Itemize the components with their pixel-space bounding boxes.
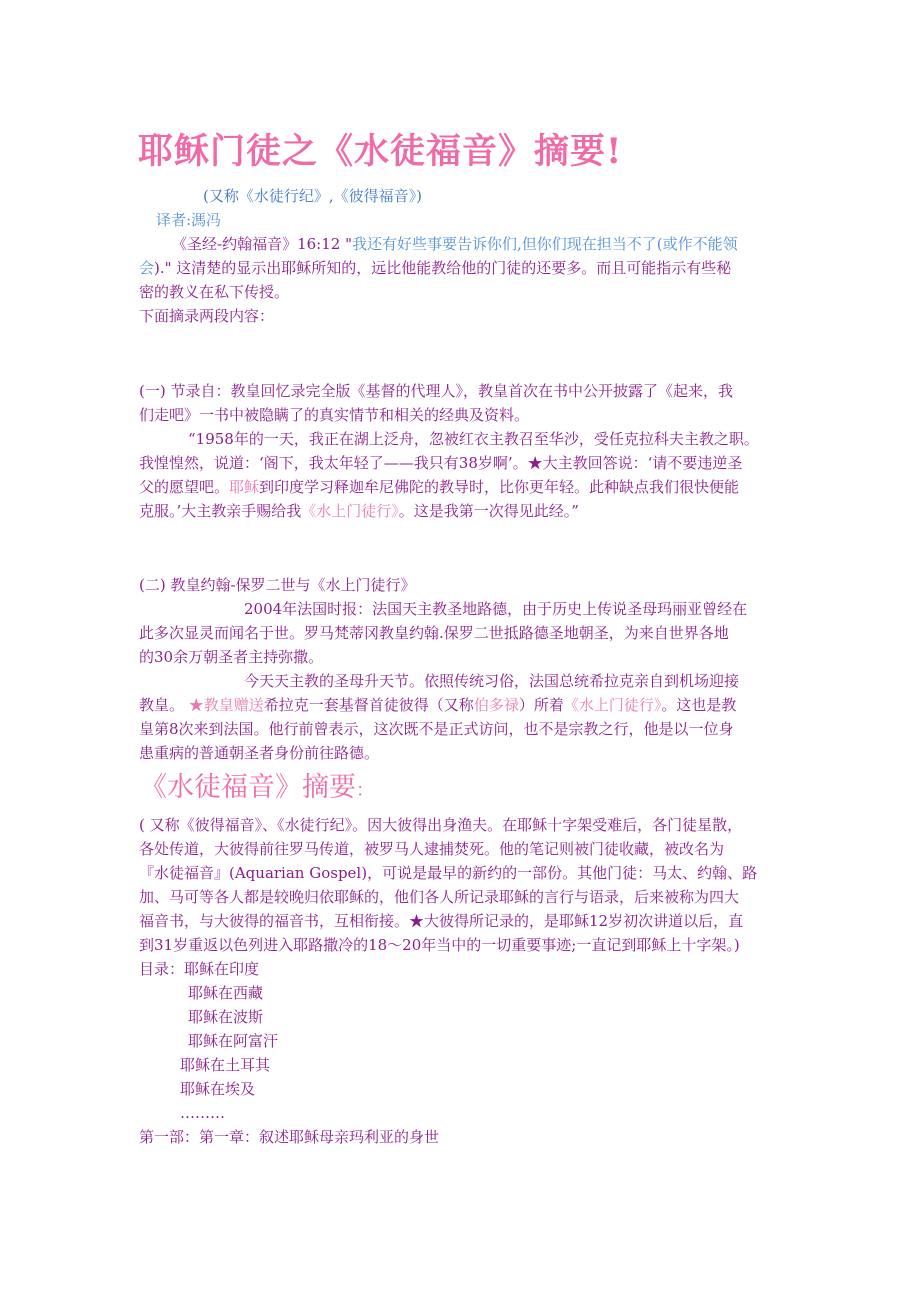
subtitle: (又称《水徒行纪》,《彼得福音》): [203, 187, 422, 205]
section1-line-5: 父的愿望吧。耶稣到印度学习释迦牟尼佛陀的教导时，比你更年轻。此种缺点我们很快便能: [139, 478, 740, 496]
summary-line-5: 福音书，与大彼得的福音书，互相衔接。★大彼得所记录的，是耶稣12岁初次讲道以后，直: [139, 912, 744, 930]
summary-heading: 《水徒福音》摘要：: [140, 772, 374, 803]
toc-item: 耶稣在阿富汗: [188, 1032, 279, 1050]
summary-line-6: 到31岁重返以色列进入耶路撒冷的18～20年当中的一切重要事迹;一直记到耶稣上十字架。): [139, 936, 740, 954]
page-title: 耶稣门徒之《水徒福音》摘要!: [138, 131, 623, 172]
intro-line-1: 《圣经-约翰福音》16:12 "我还有好些事要告诉你们,但你们现在担当不了(或作不能领: [172, 235, 738, 253]
section2-line-3: 此多次显灵而闻名于世。罗马梵蒂冈教皇约翰.保罗二世抵路德圣地朝圣，为来自世界各地: [139, 624, 729, 642]
section2-line-2: 2004年法国时报：法国天主教圣地路德，由于历史上传说圣母玛丽亚曾经在: [244, 600, 748, 618]
summary-line-3: 『水徒福音』(Aquarian Gospel)，可说是最早的新约的一部份。其他门徒：马太、约翰、路: [139, 864, 758, 882]
section2-line-4: 的30余万朝圣者主持弥撒。: [139, 648, 324, 666]
toc-item: 耶稣在埃及: [180, 1080, 256, 1098]
section1-line-6: 克服。’大主教亲手赐给我《水上门徒行》。这是我第一次得见此经。”: [139, 502, 579, 520]
intro-line-4: 下面摘录两段内容：: [139, 307, 275, 325]
toc-line-1: [139, 957, 259, 981]
section2-line-8: 患重病的普通朝圣者身份前往路德。: [139, 744, 380, 762]
toc-ellipsis: ………: [180, 1104, 225, 1122]
summary-line-4: 加、马可等各人都是较晚归依耶稣的，他们各人所记录耶稣的言行与语录，后来被称为四大: [139, 888, 740, 906]
section1-line-4: 我惶惶然，说道：‘阁下，我太年轻了——我只有38岁啊’。★大主教回答说：‘请不要违逆圣: [139, 454, 743, 472]
section2-line-5: 今天天主教的圣母升天节。依照传统习俗，法国总统希拉克亲自到机场迎接: [244, 672, 740, 690]
toc-item: 耶稣在西藏: [188, 984, 264, 1002]
intro-line-2: 会)." 这清楚的显示出耶稣所知的，远比他能教给他的门徒的还要多。而且可能指示有些秘: [139, 259, 732, 277]
chapter-heading: 第一部：第一章：叙述耶稣母亲玛利亚的身世: [139, 1128, 440, 1146]
toc-item: 耶稣在印度: [184, 960, 260, 978]
summary-line-1: ( 又称《彼得福音》、《水徒行纪》。因大彼得出身渔夫。在耶稣十字架受难后，各门徒星散，: [139, 816, 743, 834]
toc-item: 耶稣在波斯: [188, 1008, 264, 1026]
intro-line-3: 密的教义在私下传授。: [139, 283, 290, 301]
section2-line-7: 皇第8次来到法国。他行前曾表示，这次既不是正式访问，也不是宗教之行，他是以一位身: [139, 720, 734, 738]
section1-line-1: (一) 节录自：教皇回忆录完全版《基督的代理人》，教皇首次在书中公开披露了《起来，我: [139, 382, 733, 400]
translator-line: 译者:溤冯: [156, 211, 222, 229]
toc-item: 耶稣在土耳其: [180, 1056, 271, 1074]
summary-line-2: 各处传道，大彼得前往罗马传道，被罗马人逮捕焚死。他的笔记则被门徒收藏，被改名为: [139, 840, 725, 858]
section2-line-6: 教皇。 ★教皇赠送希拉克一套基督首徒彼得（又称伯多禄）所着《水上门徒行》。这也是教: [139, 696, 737, 714]
section2-line-1: (二) 教皇约翰-保罗二世与《水上门徒行》: [139, 576, 416, 594]
section1-line-3: “1958年的一天，我正在湖上泛舟，忽被红衣主教召至华沙，受任克拉科夫主教之职。: [188, 430, 759, 448]
section1-line-2: 们走吧》一书中被隐瞒了的真实情节和相关的经典及资料。: [139, 406, 530, 424]
toc-label: 目录：: [139, 960, 185, 978]
